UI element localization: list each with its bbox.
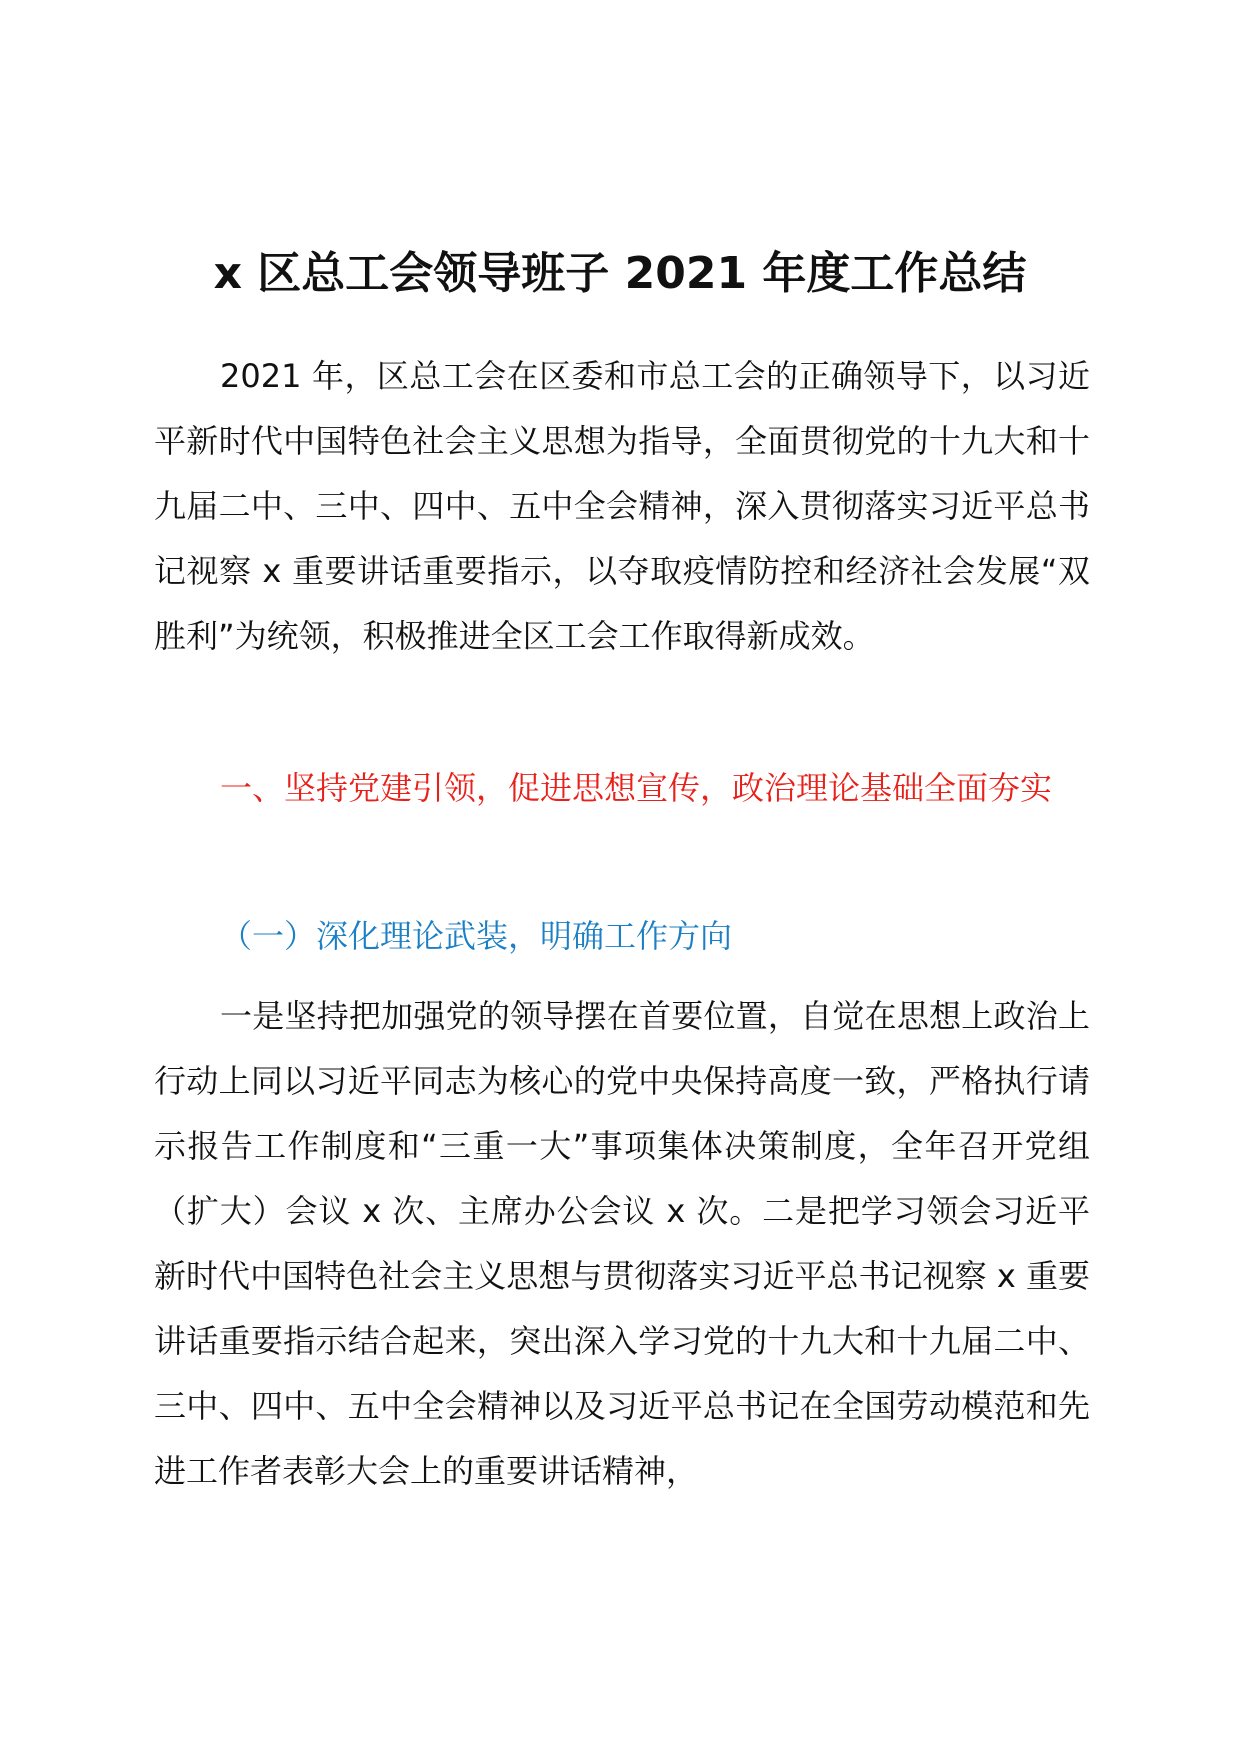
- document-title: x 区总工会领导班子 2021 年度工作总结: [213, 248, 1027, 299]
- body-paragraph: 一是坚持把加强党的领导摆在首要位置，自觉在思想上政治上行动上同以习近平同志为核心的党中央保持高度一致，严格执行请示报告工作制度和“三重一大”事项集体决策制度，全年召开党组（扩大）会议 x 次、主席办公会议 x 次。二是把学习领会习近平新时代中国特色社会主义思想与贯彻落实习近平总书记视察 x 重要讲话重要指示结合起来，突出深入学习党的十九大和十九届二中、三中、四中、五中全会精神以及习近平总书记在全国劳动模范和先进工作者表彰大会上的重要讲话精神，: [154, 997, 1090, 1490]
- section-heading: 一、坚持党建引领，促进思想宣传，政治理论基础全面夯实: [220, 769, 1053, 807]
- subsection-heading: （一）深化理论武装，明确工作方向: [220, 917, 733, 955]
- intro-paragraph: 2021 年，区总工会在区委和市总工会的正确领导下，以习近平新时代中国特色社会主义思想为指导，全面贯彻党的十九大和十九届二中、三中、四中、五中全会精神，深入贯彻落实习近平总书记视察 x 重要讲话重要指示，以夺取疫情防控和经济社会发展“双胜利”为统领，积极推进全区工会工作取得新成效。: [154, 357, 1090, 655]
